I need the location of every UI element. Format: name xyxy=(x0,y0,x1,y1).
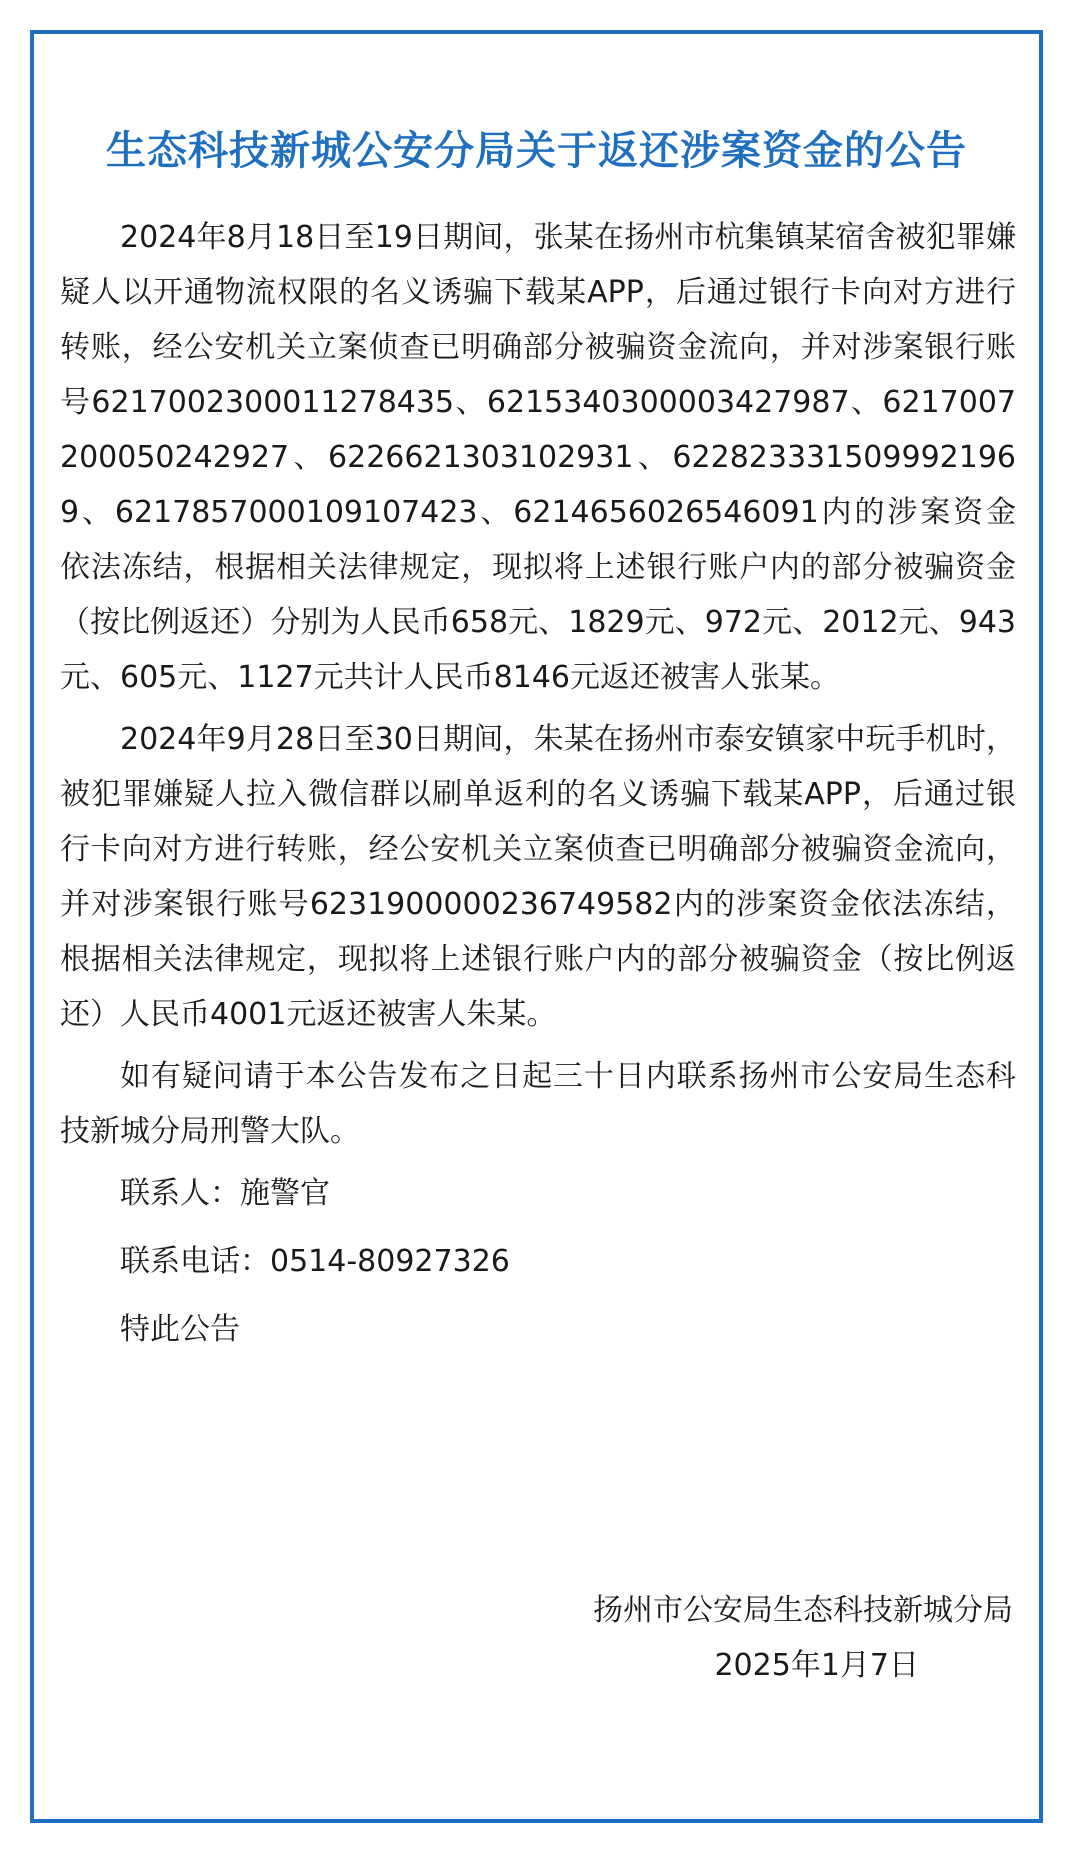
signature-block xyxy=(593,1583,1013,1693)
paragraph-case-zhu: 2024年9月28日至30日期间，朱某在扬州市泰安镇家中玩手机时，被犯罪嫌疑人拉入微信群以刷单返利的名义诱骗下载某APP，后通过银行卡向对方进行转账，经公安机关立案侦查已明确部分被骗资金流向，并对涉案银行账号6231900000236749582内的涉案资金依法冻结，根据相关法律规定，现拟将上述银行账户内的部分被骗资金（按比例返还）人民币4001元返还被害人朱某。 xyxy=(60,722,1016,1032)
notice-title: 生态科技新城公安分局关于返还涉案资金的公告 xyxy=(106,128,967,174)
issue-date: 2025年1月7日 xyxy=(714,1648,919,1683)
contact-phone: 联系电话：0514-80927326 xyxy=(120,1244,510,1279)
issuer-name: 扬州市公安局生态科技新城分局 xyxy=(593,1593,1013,1628)
notice-frame xyxy=(30,30,1043,1823)
paragraph-inquiry: 如有疑问请于本公告发布之日起三十日内联系扬州市公安局生态科技新城分局刑警大队。 xyxy=(60,1059,1016,1149)
paragraph-case-zhang: 2024年8月18日至19日期间，张某在扬州市杭集镇某宿舍被犯罪嫌疑人以开通物流权限的名义诱骗下载某APP，后通过银行卡向对方进行转账，经公安机关立案侦查已明确部分被骗资金流向，并对涉案银行账号6217002300011278435、6215340300003427987、6217007200050242927、6226621303102931、6228233315099921969、6217857000109107423、6214656026546091内的涉案资金依法冻结，根据相关法律规定，现拟将上述银行账户内的部分被骗资金（按比例返还）分别为人民币658元、1829元、972元、2012元、943元、605元、1127元共计人民币8146元返还被害人张某。 xyxy=(60,220,1016,695)
closing-text: 特此公告 xyxy=(120,1312,240,1347)
notice-body xyxy=(60,210,1016,1370)
contact-person: 联系人：施警官 xyxy=(120,1176,330,1211)
